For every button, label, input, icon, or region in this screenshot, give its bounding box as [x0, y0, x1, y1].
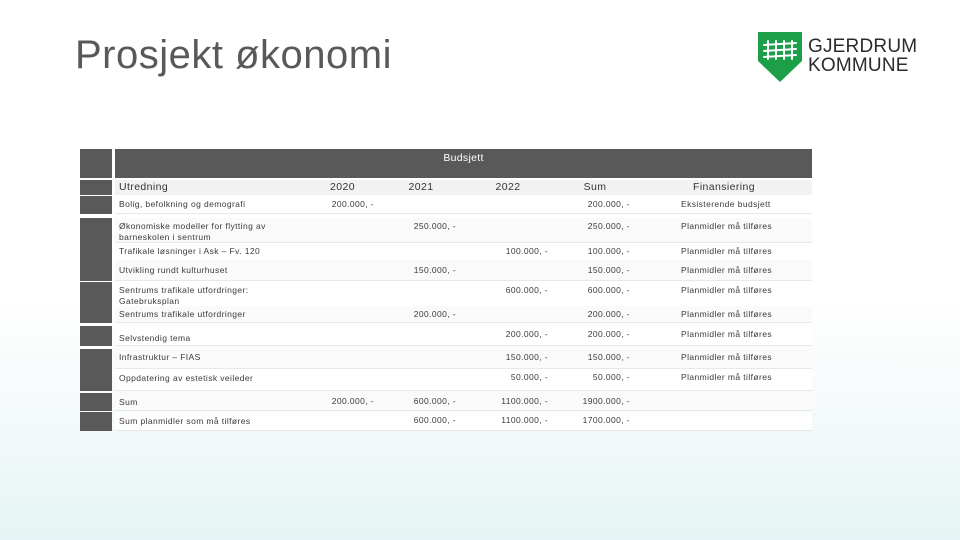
page-title: Prosjekt økonomi [75, 33, 392, 77]
row-label-line: Sentrums trafikale utfordringer: [119, 285, 249, 295]
row-financing: Eksisterende budsjett [681, 199, 771, 209]
row-stub [80, 196, 112, 214]
row-sum: 150.000, - [587, 265, 630, 275]
row-y2020: 200.000, - [331, 396, 374, 406]
row-financing: Planmidler må tilføres [681, 221, 772, 231]
row-label [115, 260, 340, 281]
row-y2021: 200.000, - [413, 309, 456, 319]
row-label-line: Økonomiske modeller for flytting av [119, 221, 266, 231]
row-y2022: 50.000, - [510, 372, 548, 382]
row-label-line: Trafikale løsninger i Ask – Fv. 120 [119, 246, 261, 256]
header-y2020: 2020 [330, 181, 355, 193]
row-label [115, 243, 340, 261]
row-stub [80, 326, 112, 346]
row-sum: 200.000, - [587, 309, 630, 319]
row-y2021: 250.000, - [413, 221, 456, 231]
row-stub [80, 393, 112, 411]
row-sum: 1700.000, - [582, 415, 630, 425]
row-y2021: 150.000, - [413, 265, 456, 275]
row-label-line: Gatebruksplan [119, 296, 180, 306]
table-row [80, 306, 812, 323]
row-y2022: 1100.000, - [501, 415, 548, 425]
row-sum: 600.000, - [587, 285, 630, 295]
header-sum: Sum [583, 181, 607, 193]
row-y2022: 200.000, - [505, 329, 548, 339]
municipality-logo [758, 30, 918, 86]
row-y2020: 200.000, - [331, 199, 374, 209]
row-y2022: 1100.000, - [501, 396, 548, 406]
row-label-line: Sum planmidler som må tilføres [119, 416, 251, 426]
table-row [80, 369, 812, 391]
row-label [115, 412, 340, 431]
row-sum: 200.000, - [587, 329, 630, 339]
row-sum: 200.000, - [587, 199, 630, 209]
row-sum: 150.000, - [587, 352, 630, 362]
row-sum: 1900.000, - [582, 396, 630, 406]
table-row [80, 326, 812, 346]
table-row [80, 218, 812, 243]
row-label [115, 349, 340, 369]
logo-line-1: GJERDRUM [808, 36, 918, 57]
row-y2022: 150.000, - [505, 352, 548, 362]
row-financing: Planmidler må tilføres [681, 265, 772, 275]
row-label-line: Selvstendig tema [119, 333, 191, 343]
row-financing: Planmidler må tilføres [681, 309, 772, 319]
row-y2021: 600.000, - [413, 396, 456, 406]
row-stub [80, 349, 112, 369]
row-label-line: Bolig, befolkning og demografi [119, 199, 246, 209]
row-sum: 50.000, - [592, 372, 630, 382]
table-row [80, 393, 812, 411]
row-financing: Planmidler må tilføres [681, 372, 772, 382]
header-fin: Finansiering [693, 181, 755, 193]
row-sum: 250.000, - [587, 221, 630, 231]
row-stub [80, 369, 112, 391]
row-y2022: 100.000, - [505, 246, 548, 256]
row-financing: Planmidler må tilføres [681, 285, 772, 295]
row-y2022: 600.000, - [505, 285, 548, 295]
row-label-line: Sum [119, 397, 138, 407]
table-row [80, 196, 812, 214]
row-label [115, 218, 340, 243]
row-financing: Planmidler må tilføres [681, 329, 772, 339]
row-sum: 100.000, - [587, 246, 630, 256]
row-label [115, 369, 340, 391]
header-y2021: 2021 [408, 181, 434, 193]
header-label: Utredning [119, 181, 169, 193]
row-stub [80, 243, 112, 261]
row-label-line: Utvikling rundt kulturhuset [119, 265, 228, 275]
row-label-line: Oppdatering av estetisk veileder [119, 373, 254, 383]
row-label-line: Sentrums trafikale utfordringer [119, 309, 246, 319]
header-stub [80, 180, 112, 195]
table-row [80, 243, 812, 261]
row-label-line: barneskolen i sentrum [119, 232, 212, 242]
row-label-line: Infrastruktur – FIAS [119, 352, 201, 362]
banner-stub [80, 149, 112, 178]
row-stub [80, 412, 112, 431]
row-financing: Planmidler må tilføres [681, 246, 772, 256]
table-row [80, 260, 812, 281]
header-y2022: 2022 [495, 181, 521, 193]
budget-banner-label: Budsjett [443, 152, 484, 164]
row-stub [80, 218, 112, 243]
table-row [80, 349, 812, 369]
row-label [115, 326, 340, 346]
row-stub [80, 306, 112, 323]
row-financing: Planmidler må tilføres [681, 352, 772, 362]
row-y2021: 600.000, - [413, 415, 456, 425]
row-label [115, 306, 340, 323]
logo-line-2: KOMMUNE [808, 55, 909, 76]
table-row [80, 412, 812, 431]
row-stub [80, 260, 112, 281]
budget-banner [115, 149, 812, 178]
gjerdrum-emblem-icon [758, 32, 802, 82]
header-row [80, 180, 812, 195]
